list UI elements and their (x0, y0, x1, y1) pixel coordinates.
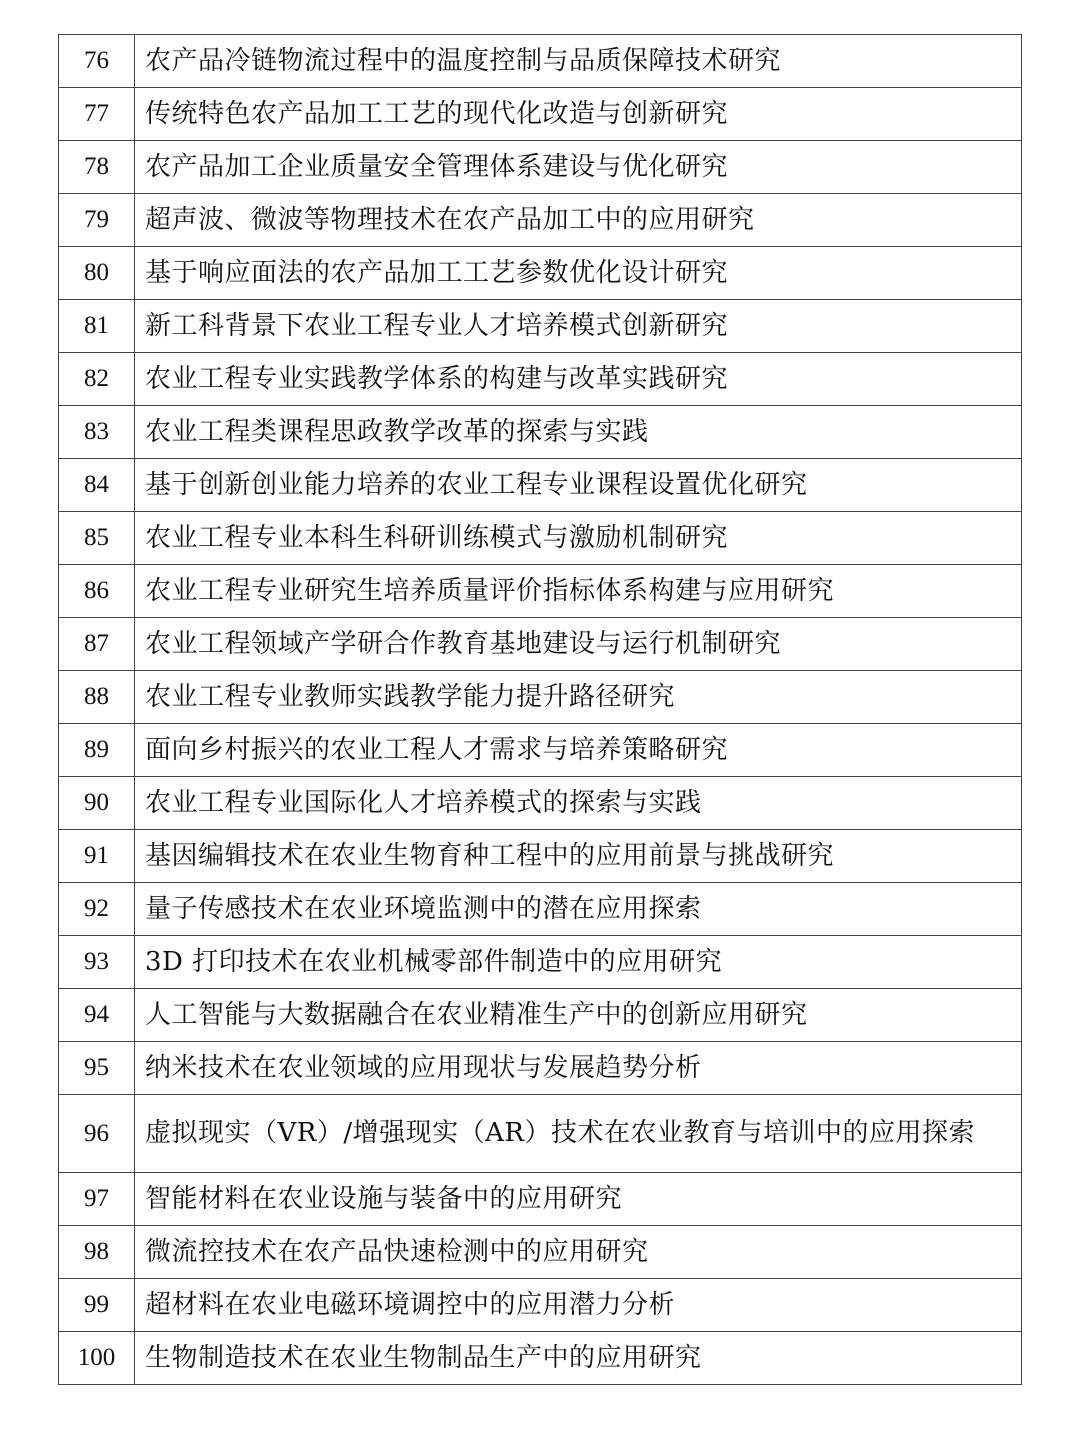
row-number: 92 (59, 883, 135, 936)
row-title: 农业工程专业本科生科研训练模式与激励机制研究 (135, 512, 1022, 565)
row-number: 78 (59, 141, 135, 194)
row-title: 农业工程领域产学研合作教育基地建设与运行机制研究 (135, 618, 1022, 671)
table-row (59, 512, 1022, 565)
row-number: 97 (59, 1173, 135, 1226)
table-row (59, 1042, 1022, 1095)
row-number: 95 (59, 1042, 135, 1095)
row-title: 农业工程类课程思政教学改革的探索与实践 (135, 406, 1022, 459)
row-title: 3D 打印技术在农业机械零部件制造中的应用研究 (135, 936, 1022, 989)
row-number: 83 (59, 406, 135, 459)
table-row (59, 406, 1022, 459)
row-title: 农产品加工企业质量安全管理体系建设与优化研究 (135, 141, 1022, 194)
row-title: 新工科背景下农业工程专业人才培养模式创新研究 (135, 300, 1022, 353)
table-row (59, 989, 1022, 1042)
row-title: 农业工程专业研究生培养质量评价指标体系构建与应用研究 (135, 565, 1022, 618)
row-title: 智能材料在农业设施与装备中的应用研究 (135, 1173, 1022, 1226)
row-number: 100 (59, 1332, 135, 1385)
row-number: 98 (59, 1226, 135, 1279)
topics-table (58, 34, 1022, 1385)
row-title: 虚拟现实（VR）/增强现实（AR）技术在农业教育与培训中的应用探索 (135, 1095, 1022, 1173)
table-row (59, 777, 1022, 830)
row-number: 80 (59, 247, 135, 300)
row-title: 基因编辑技术在农业生物育种工程中的应用前景与挑战研究 (135, 830, 1022, 883)
table-row (59, 88, 1022, 141)
row-number: 76 (59, 35, 135, 88)
table-row (59, 1095, 1022, 1173)
row-title: 农业工程专业教师实践教学能力提升路径研究 (135, 671, 1022, 724)
table-row (59, 459, 1022, 512)
table-row (59, 1332, 1022, 1385)
table-row (59, 830, 1022, 883)
row-number: 82 (59, 353, 135, 406)
table-row (59, 1226, 1022, 1279)
row-title: 基于创新创业能力培养的农业工程专业课程设置优化研究 (135, 459, 1022, 512)
row-number: 99 (59, 1279, 135, 1332)
table-row (59, 936, 1022, 989)
row-number: 87 (59, 618, 135, 671)
table-row (59, 565, 1022, 618)
table-row (59, 883, 1022, 936)
table-row (59, 35, 1022, 88)
row-number: 88 (59, 671, 135, 724)
row-number: 90 (59, 777, 135, 830)
row-title: 超材料在农业电磁环境调控中的应用潜力分析 (135, 1279, 1022, 1332)
row-title: 传统特色农产品加工工艺的现代化改造与创新研究 (135, 88, 1022, 141)
row-title: 面向乡村振兴的农业工程人才需求与培养策略研究 (135, 724, 1022, 777)
table-row (59, 194, 1022, 247)
row-number: 85 (59, 512, 135, 565)
row-title: 基于响应面法的农产品加工工艺参数优化设计研究 (135, 247, 1022, 300)
row-title: 人工智能与大数据融合在农业精准生产中的创新应用研究 (135, 989, 1022, 1042)
row-title: 超声波、微波等物理技术在农产品加工中的应用研究 (135, 194, 1022, 247)
row-number: 94 (59, 989, 135, 1042)
row-title: 农业工程专业国际化人才培养模式的探索与实践 (135, 777, 1022, 830)
table-row (59, 300, 1022, 353)
row-title: 农产品冷链物流过程中的温度控制与品质保障技术研究 (135, 35, 1022, 88)
row-number: 77 (59, 88, 135, 141)
row-number: 91 (59, 830, 135, 883)
row-number: 96 (59, 1095, 135, 1173)
table-row (59, 1173, 1022, 1226)
table-row (59, 724, 1022, 777)
row-number: 79 (59, 194, 135, 247)
table-row (59, 353, 1022, 406)
row-number: 81 (59, 300, 135, 353)
row-title: 量子传感技术在农业环境监测中的潜在应用探索 (135, 883, 1022, 936)
row-title: 纳米技术在农业领域的应用现状与发展趋势分析 (135, 1042, 1022, 1095)
row-title: 农业工程专业实践教学体系的构建与改革实践研究 (135, 353, 1022, 406)
row-title: 生物制造技术在农业生物制品生产中的应用研究 (135, 1332, 1022, 1385)
row-title: 微流控技术在农产品快速检测中的应用研究 (135, 1226, 1022, 1279)
row-number: 89 (59, 724, 135, 777)
row-number: 93 (59, 936, 135, 989)
table-row (59, 618, 1022, 671)
row-number: 86 (59, 565, 135, 618)
table-row (59, 247, 1022, 300)
table-row (59, 671, 1022, 724)
table-row (59, 1279, 1022, 1332)
table-row (59, 141, 1022, 194)
row-number: 84 (59, 459, 135, 512)
